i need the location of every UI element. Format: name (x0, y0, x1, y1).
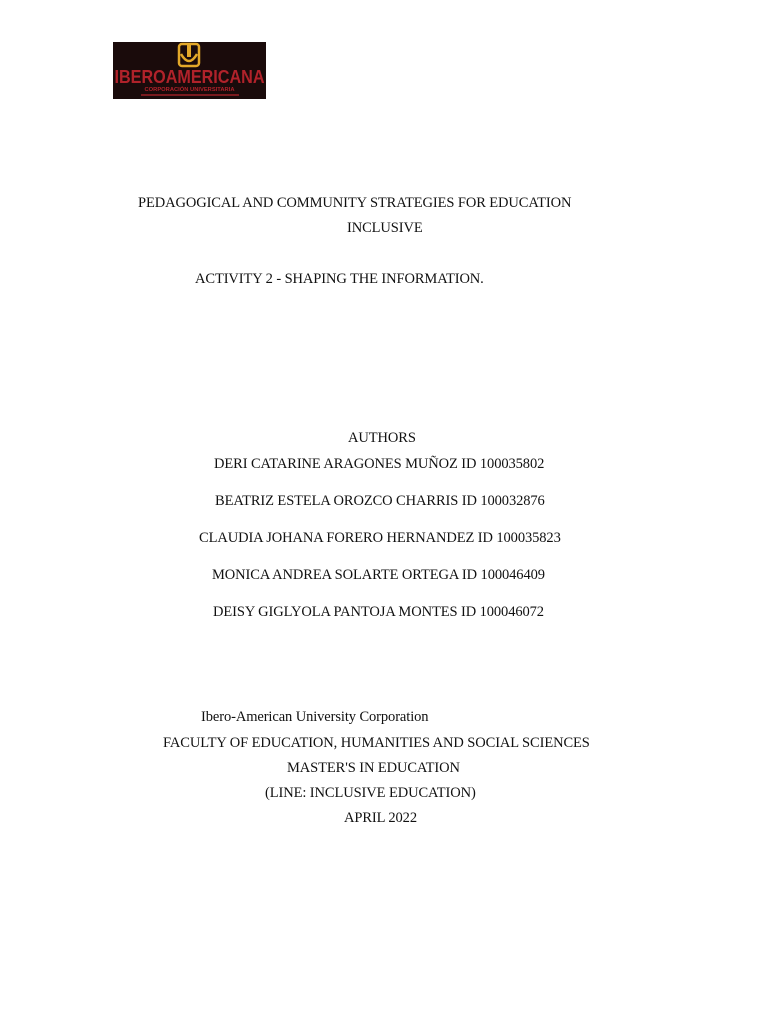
crest-emblem-icon (179, 43, 199, 66)
logo-subtitle: CORPORACIÓN UNIVERSITARIA (144, 87, 223, 93)
program-line: (LINE: INCLUSIVE EDUCATION) (265, 785, 476, 801)
iberoamericana-logo-icon (113, 42, 266, 99)
author-2: BEATRIZ ESTELA OROZCO CHARRIS ID 100032876 (215, 493, 545, 509)
logo-wordmark: IBEROAMERICANA (114, 66, 265, 87)
author-3: CLAUDIA JOHANA FORERO HERNANDEZ ID 100035823 (199, 530, 561, 546)
author-4: MONICA ANDREA SOLARTE ORTEGA ID 100046409 (212, 567, 545, 583)
university-logo (113, 42, 266, 99)
institution-name: Ibero-American University Corporation (201, 709, 429, 725)
author-5: DEISY GIGLYOLA PANTOJA MONTES ID 100046072 (213, 604, 544, 620)
author-1: DERI CATARINE ARAGONES MUÑOZ ID 100035802 (214, 456, 545, 472)
faculty-name: FACULTY OF EDUCATION, HUMANITIES AND SOCIAL SCIENCES (163, 735, 590, 751)
document-date: APRIL 2022 (344, 810, 417, 826)
document-title-line-2: INCLUSIVE (347, 220, 423, 236)
authors-heading: AUTHORS (348, 430, 416, 446)
document-title-line-1: PEDAGOGICAL AND COMMUNITY STRATEGIES FOR EDUCATION (138, 195, 572, 211)
activity-title: ACTIVITY 2 - SHAPING THE INFORMATION. (195, 271, 484, 287)
program-name: MASTER'S IN EDUCATION (287, 760, 460, 776)
